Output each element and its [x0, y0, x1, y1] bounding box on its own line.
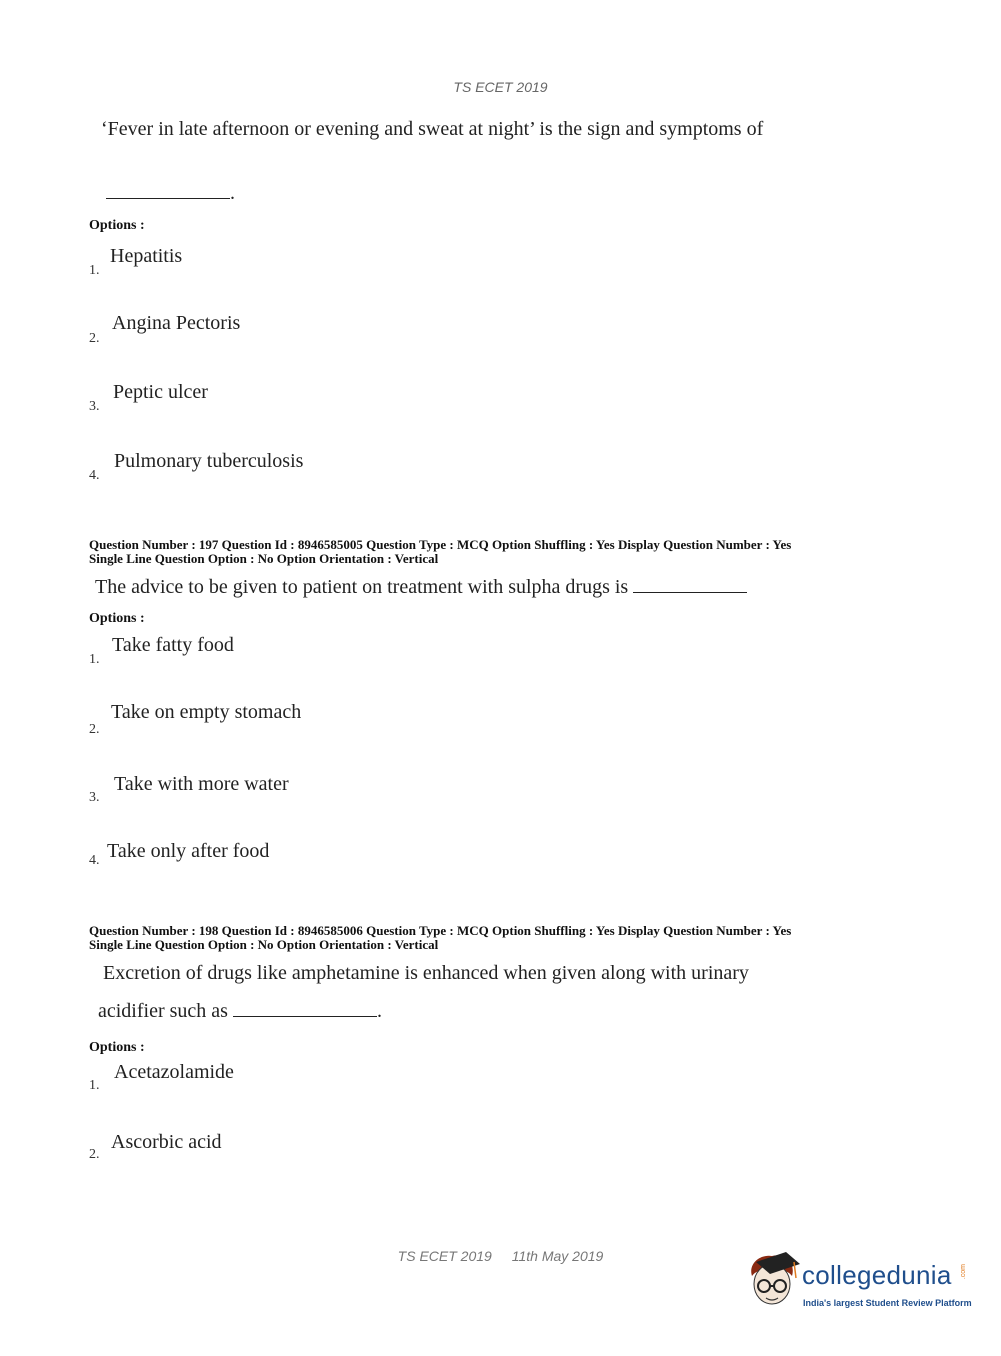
footer-exam: TS ECET 2019 [397, 1248, 492, 1264]
option-text: Hepatitis [110, 245, 183, 267]
question-198-meta-line1: Question Number : 198 Question Id : 8946585006 Question Type : MCQ Option Shuffling : Yes Display Question Number : Yes [89, 923, 792, 938]
option-number: 3. [89, 790, 100, 805]
option-text: Take with more water [114, 773, 289, 795]
options-label: Options : [89, 1040, 145, 1055]
option-number: 2. [89, 331, 100, 346]
option-text: Take on empty stomach [111, 701, 302, 723]
question-198-text-line2 [98, 998, 382, 1023]
option-text: Angina Pectoris [112, 312, 241, 334]
option-number: 2. [89, 1147, 100, 1162]
option-number: 4. [89, 853, 100, 868]
collegedunia-logo [742, 1250, 972, 1320]
question-197-meta-line1: Question Number : 197 Question Id : 8946585005 Question Type : MCQ Option Shuffling : Yes Display Question Number : Yes [89, 537, 792, 552]
option-text: Pulmonary tuberculosis [114, 450, 304, 472]
question-196-blank [106, 180, 235, 205]
page-header: TS ECET 2019 [453, 79, 548, 95]
option-text: Take only after food [107, 840, 270, 862]
blank-period: . [376, 1000, 382, 1022]
option-number: 1. [89, 1078, 100, 1093]
question-197-text [95, 574, 747, 599]
question-text: acidifier such as [98, 1000, 228, 1022]
option-number: 1. [89, 652, 100, 667]
question-198-text-line1: Excretion of drugs like amphetamine is enhanced when given along with urinary [103, 962, 749, 984]
footer-date: 11th May 2019 [511, 1248, 604, 1264]
option-number: 4. [89, 468, 100, 483]
option-text: Ascorbic acid [111, 1131, 222, 1153]
option-text: Peptic ulcer [113, 381, 208, 403]
option-number: 1. [89, 263, 100, 278]
option-text: Take fatty food [112, 634, 234, 656]
logo-domain: .com [960, 1264, 967, 1280]
answer-blank [633, 574, 747, 593]
logo-brand-name: collegedunia [802, 1260, 952, 1290]
answer-blank [233, 998, 377, 1017]
question-197-meta-line2: Single Line Question Option : No Option Orientation : Vertical [89, 551, 439, 566]
question-196-text: ‘Fever in late afternoon or evening and sweat at night’ is the sign and symptoms of [101, 118, 764, 140]
blank-period: . [230, 182, 235, 204]
student-mascot-icon [742, 1250, 802, 1312]
question-text: The advice to be given to patient on treatment with sulpha drugs is [95, 576, 629, 598]
option-number: 3. [89, 399, 100, 414]
option-text: Acetazolamide [114, 1061, 234, 1083]
logo-tagline: India's largest Student Review Platform [803, 1298, 972, 1308]
option-number: 2. [89, 722, 100, 737]
question-198-meta-line2: Single Line Question Option : No Option Orientation : Vertical [89, 937, 439, 952]
options-label: Options : [89, 218, 145, 233]
options-label: Options : [89, 611, 145, 626]
answer-blank [106, 180, 230, 199]
